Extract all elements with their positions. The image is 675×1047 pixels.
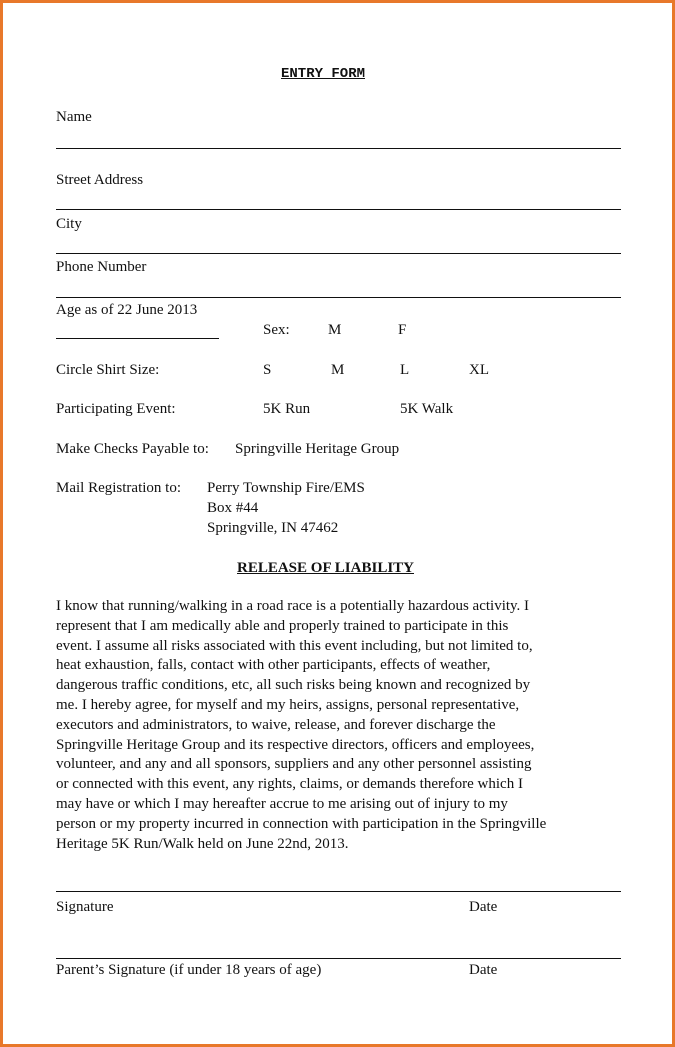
mail-registration-label: Mail Registration to: (56, 480, 181, 496)
release-line: event. I assume all risks associated with this event including, but not limited to, (56, 637, 533, 654)
phone-number-line[interactable] (56, 297, 621, 298)
shirt-size-l[interactable]: L (400, 362, 410, 378)
release-line: or connected with this event, any rights, claims, or demands therefore which I (56, 776, 523, 793)
release-paragraph (56, 597, 626, 854)
shirt-size-xl[interactable]: XL (469, 362, 489, 378)
checks-payable-label: Make Checks Payable to: (56, 441, 209, 457)
signature-line[interactable] (56, 891, 621, 892)
parent-signature-line[interactable] (56, 958, 621, 959)
checks-payee: Springville Heritage Group (235, 441, 400, 457)
sex-option-f[interactable]: F (398, 322, 407, 338)
release-line: volunteer, and any and all sponsors, suppliers and any other personnel assisting (56, 756, 532, 773)
mail-address-line-3: Springville, IN 47462 (207, 520, 339, 536)
sex-option-m[interactable]: M (328, 322, 342, 338)
street-address-label: Street Address (56, 172, 144, 188)
release-line: person or my property incurred in connection with participation in the Springville (56, 815, 547, 832)
parent-signature-date-label: Date (469, 962, 498, 978)
signature-label: Signature (56, 899, 114, 915)
release-title: RELEASE OF LIABILITY (237, 560, 414, 576)
phone-number-label: Phone Number (56, 259, 147, 275)
shirt-size-m[interactable]: M (331, 362, 345, 378)
release-line: may have or which I may hereafter accrue to me arising out of injury to my (56, 795, 508, 812)
signature-date-label: Date (469, 899, 498, 915)
release-line: I know that running/walking in a road race is a potentially hazardous activity. I (56, 598, 530, 614)
city-label: City (56, 216, 82, 232)
city-line[interactable] (56, 253, 621, 254)
event-option-walk[interactable]: 5K Walk (400, 401, 454, 417)
release-line: represent that I am medically able and properly trained to participate in this (56, 617, 509, 634)
mail-address-line-2: Box #44 (207, 500, 259, 516)
form-title: ENTRY FORM (281, 66, 366, 82)
age-line[interactable] (56, 338, 219, 339)
release-line: Springville Heritage Group and its respective directors, officers and employees, (56, 736, 535, 753)
shirt-size-label: Circle Shirt Size: (56, 362, 160, 378)
mail-address-line-1: Perry Township Fire/EMS (207, 480, 365, 496)
release-line: heat exhaustion, falls, contact with other participants, effects of weather, (56, 657, 491, 674)
release-line: dangerous traffic conditions, etc, all such risks being known and recognized by (56, 677, 531, 694)
event-option-run[interactable]: 5K Run (263, 401, 311, 417)
release-line: Heritage 5K Run/Walk held on June 22nd, 2013. (56, 835, 349, 852)
shirt-size-s[interactable]: S (263, 362, 272, 378)
release-line: executors and administrators, to waive, release, and forever discharge the (56, 716, 496, 733)
name-line[interactable] (56, 148, 621, 149)
age-label: Age as of 22 June 2013 (56, 302, 198, 318)
event-label: Participating Event: (56, 401, 176, 417)
street-address-line[interactable] (56, 209, 621, 210)
release-line: me. I hereby agree, for myself and my heirs, assigns, personal representative, (56, 696, 520, 713)
parent-signature-label: Parent’s Signature (if under 18 years of age) (56, 962, 322, 978)
name-label: Name (56, 109, 92, 125)
sex-label: Sex: (263, 322, 290, 338)
